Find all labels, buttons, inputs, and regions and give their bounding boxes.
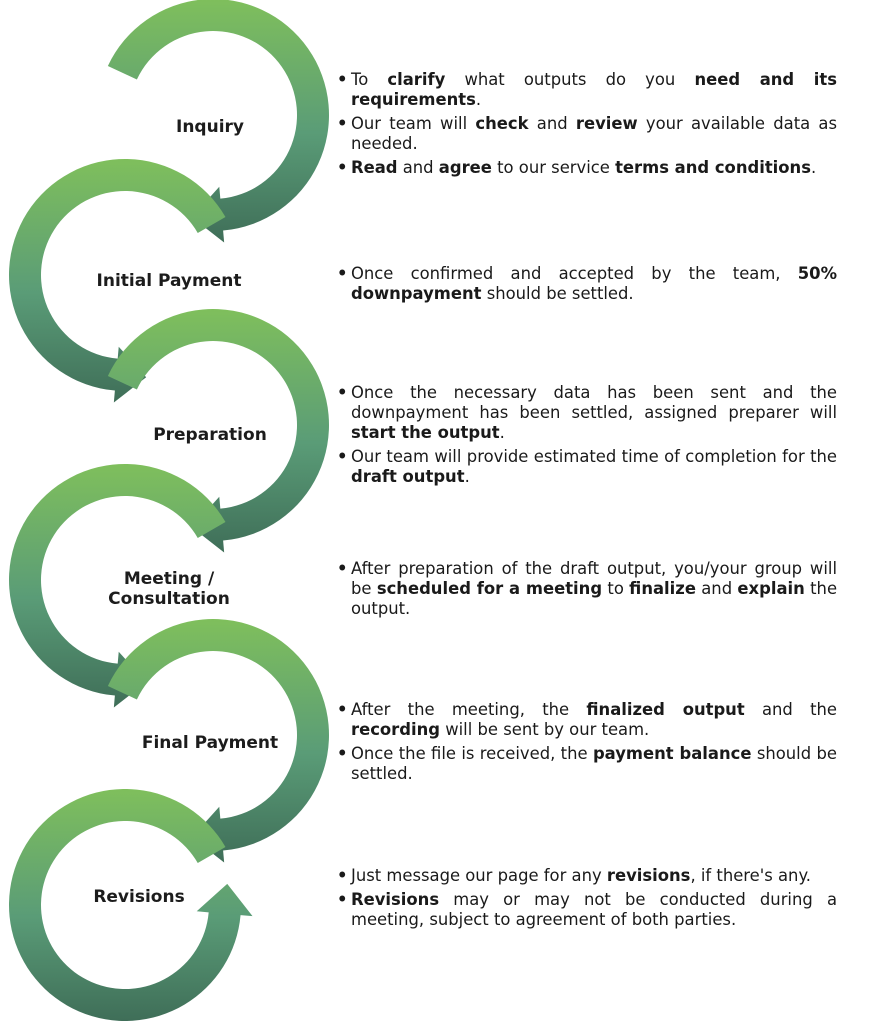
bullets-inquiry	[337, 70, 837, 182]
bullet-item: • Once the file is received, the payment balance should be settled.	[337, 744, 837, 784]
bullet-item: • After preparation of the draft output, you/your group will be scheduled for a meeting to finalize and explain the output.	[337, 559, 837, 619]
bullets-final-payment	[337, 700, 837, 788]
bullets-preparation	[337, 383, 837, 491]
step-label-inquiry: Inquiry	[176, 117, 244, 137]
step-label-initial-payment: Initial Payment	[96, 271, 242, 291]
step-label-preparation: Preparation	[153, 425, 267, 445]
bullet-item: • Once confirmed and accepted by the team, 50% downpayment should be settled.	[337, 264, 837, 304]
bullets-meeting-consultation	[337, 559, 837, 623]
bullet-item: • To clarify what outputs do you need and its requirements.	[337, 70, 837, 110]
step-label-meeting-line2: Consultation	[108, 589, 230, 609]
step-label-meeting-line1: Meeting /	[123, 569, 215, 589]
bullet-item: • Just message our page for any revisions, if there's any.	[337, 866, 837, 886]
bullets-revisions	[337, 866, 837, 934]
bullet-item: • After the meeting, the finalized output and the recording will be sent by our team.	[337, 700, 837, 740]
bullet-item: • Our team will check and review your available data as needed.	[337, 114, 837, 154]
step-label-final-payment: Final Payment	[141, 733, 279, 753]
bullet-item: • Once the necessary data has been sent and the downpayment has been settled, assigned preparer will start the output.	[337, 383, 837, 443]
step-label-revisions: Revisions	[93, 887, 185, 907]
bullet-item: • Read and agree to our service terms and conditions.	[337, 158, 837, 178]
bullets-initial-payment	[337, 264, 837, 308]
bullet-item: • Our team will provide estimated time of completion for the draft output.	[337, 447, 837, 487]
bullet-item: • Revisions may or may not be conducted during a meeting, subject to agreement of both parties.	[337, 890, 837, 930]
step-label-meeting-consultation	[100, 569, 238, 609]
